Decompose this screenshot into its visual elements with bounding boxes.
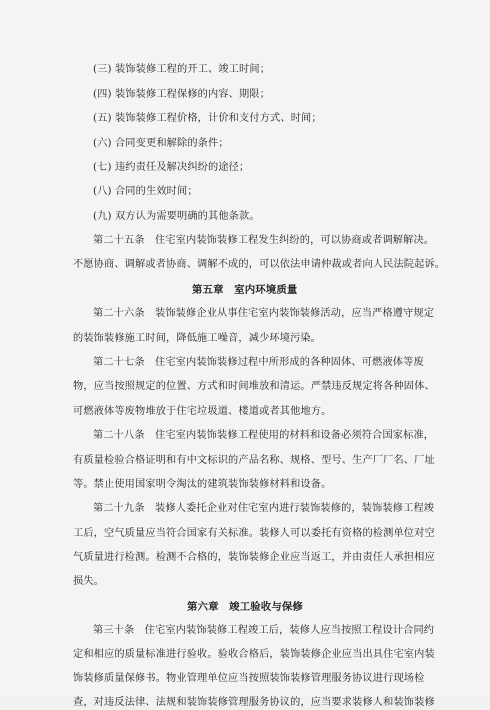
- clause-item-5: (五) 装饰装修工程价格，计价和支付方式、时间；: [93, 113, 322, 124]
- clause-item-8: (八) 合同的生效时间；: [93, 186, 198, 197]
- article-26-line-1: 第二十六条 装饰装修企业从事住宅室内装饰装修活动，应当严格遵守规定: [93, 308, 435, 319]
- clause-item-4: (四) 装饰装修工程保修的内容、期限；: [93, 89, 271, 100]
- chapter-5-heading: 第五章 室内环境质量: [192, 284, 298, 296]
- article-28-line-1: 第二十八条 住宅室内装饰装修工程使用的材料和设备必须符合国家标准，: [93, 430, 435, 441]
- article-29-line-2: 工后，空气质量应当符合国家有关标准。装修人可以委托有资格的检测单位对空: [73, 528, 435, 539]
- article-29-line-3: 气质量进行检测。检测不合格的，装饰装修企业应当返工，并由责任人承担相应: [73, 552, 435, 563]
- article-30-line-4: 查，对违反法律、法规和装饰装修管理服务协议的，应当要求装修人和装饰装修: [73, 697, 435, 708]
- article-30-line-1: 第三十条 住宅室内装饰装修工程竣工后，装修人应当按照工程设计合同约: [93, 625, 435, 636]
- article-27-line-3: 可燃液体等废物堆放于住宅垃圾道、楼道或者其他地方。: [73, 406, 332, 417]
- article-25-line-1: 第二十五条 住宅室内装饰装修工程发生纠纷的，可以协商或者调解解决。: [93, 235, 435, 246]
- clause-item-7: (七) 违约责任及解决纠纷的途径；: [93, 162, 250, 173]
- article-29-line-4: 损失。: [73, 576, 105, 587]
- article-25-line-2: 不愿协商、调解或者协商、调解不成的，可以依法申请仲裁或者向人民法院起诉。: [73, 259, 446, 270]
- article-29-line-1: 第二十九条 装修人委托企业对住宅室内进行装饰装修的，装饰装修工程竣: [93, 503, 435, 514]
- article-30-line-2: 定和相应的质量标准进行验收。验收合格后，装饰装修企业应当出具住宅室内装: [73, 649, 435, 660]
- clause-item-9: (九) 双方认为需要明确的其他条款。: [93, 211, 260, 222]
- article-28-line-3: 等。禁止使用国家明令淘汰的建筑装饰装修材料和设备。: [73, 479, 332, 490]
- clause-item-3: (三) 装饰装修工程的开工、竣工时间；: [93, 64, 271, 75]
- article-30-line-3: 饰装修质量保修书。物业管理单位应当按照装饰装修管理服务协议进行现场检: [73, 673, 425, 684]
- article-26-line-2: 的装饰装修施工时间，降低施工噪音，减少环境污染。: [73, 333, 322, 344]
- article-28-line-2: 有质量检验合格证明和有中文标识的产品名称、规格、型号、生产厂厂名、厂址: [73, 455, 435, 466]
- article-27-line-1: 第二十七条 住宅室内装饰装修过程中所形成的各种固体、可燃液体等废: [93, 357, 424, 368]
- chapter-6-heading: 第六章 竣工验收与保修: [187, 601, 303, 613]
- clause-item-6: (六) 合同变更和解除的条件；: [93, 138, 229, 149]
- article-27-line-2: 物，应当按照规定的位置、方式和时间堆放和清运。严禁违反规定将各种固体、: [73, 381, 435, 392]
